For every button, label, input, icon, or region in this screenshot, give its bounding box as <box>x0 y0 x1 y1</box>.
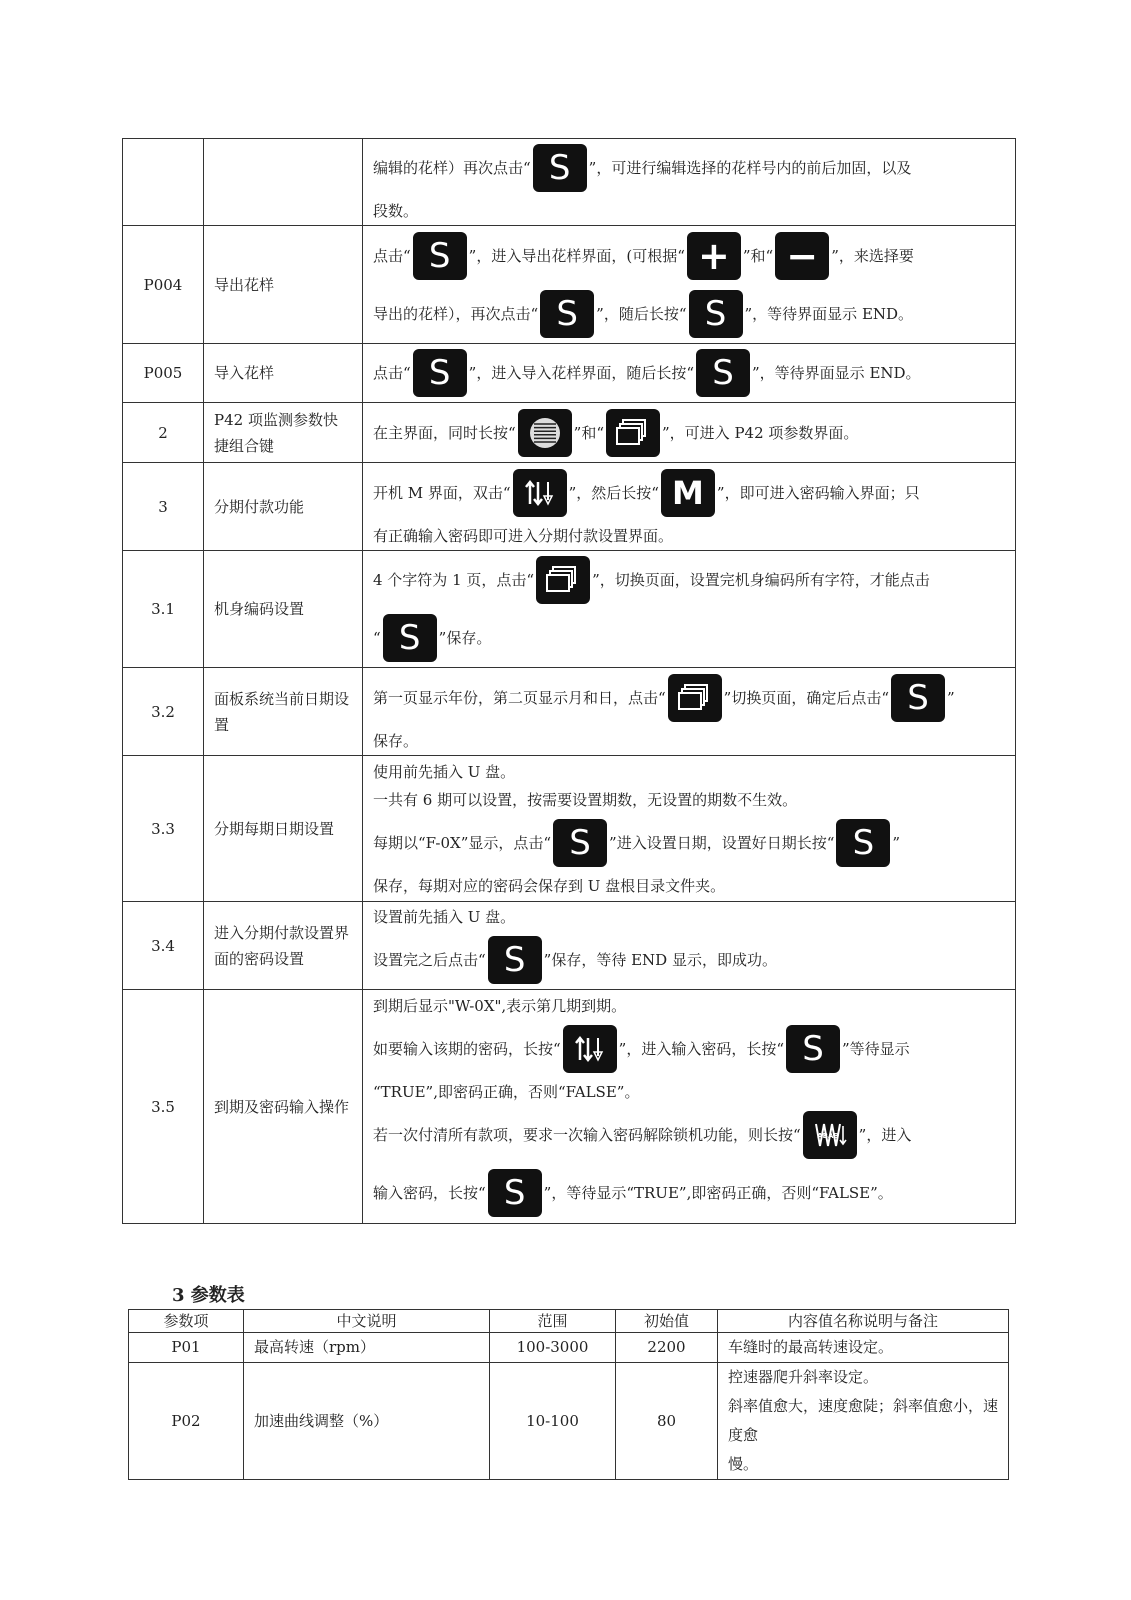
parameter-initial-value: 2200 <box>616 1333 718 1363</box>
parameter-table <box>128 1309 1009 1480</box>
operation-description <box>363 139 1016 226</box>
operation-id: 3.5 <box>123 990 204 1224</box>
abab-key-icon[interactable] <box>803 1111 857 1159</box>
operation-id: 3.2 <box>123 668 204 756</box>
description-text: ”，等待界面显示 END。 <box>752 364 921 382</box>
operation-description <box>363 756 1016 902</box>
operation-id <box>123 139 204 226</box>
operation-name: 分期付款功能 <box>204 463 363 551</box>
description-text: ”，进入导出花样界面，(可根据“ <box>468 246 685 265</box>
operation-id: P004 <box>123 226 204 344</box>
description-text: 点击“ <box>373 364 411 382</box>
operation-name: 导入花样 <box>204 344 363 403</box>
minus-key-icon-glyph: − <box>786 233 819 278</box>
parameter-column-header: 中文说明 <box>244 1310 490 1333</box>
parameter-column-header: 初始值 <box>616 1310 718 1333</box>
operation-row <box>123 403 1016 463</box>
description-text: 每期以“F-0X”显示，点击“ <box>373 833 552 852</box>
pages-key-icon[interactable] <box>606 409 660 457</box>
operation-id: 2 <box>123 403 204 463</box>
description-text: 开机 M 界面，双击“ <box>373 483 511 502</box>
description-text: ”等待显示 <box>842 1039 910 1058</box>
s-key-icon-glyph: S <box>548 148 571 188</box>
parameter-column-header: 参数项 <box>129 1310 244 1333</box>
needle-updown-key-icon[interactable] <box>513 469 567 517</box>
description-text: 在主界面，同时长按“ <box>373 423 516 442</box>
description-text: ”，切换页面，设置完机身编码所有字符，才能点击 <box>592 571 930 589</box>
operation-name: 分期每期日期设置 <box>204 756 363 902</box>
s-key-icon-glyph: S <box>802 1028 824 1069</box>
description-text: 导出的花样），再次点击“ <box>373 304 539 323</box>
operation-id: 3 <box>123 463 204 551</box>
description-text: 输入密码，长按“ <box>373 1183 486 1202</box>
parameter-column-header: 内容值名称说明与备注 <box>718 1310 1009 1333</box>
operation-row <box>123 139 1016 226</box>
s-key-icon[interactable] <box>891 674 945 722</box>
description-line <box>373 1020 1005 1078</box>
operation-row <box>123 551 1016 668</box>
operation-description <box>363 226 1016 344</box>
s-key-icon-glyph: S <box>428 353 451 393</box>
description-line <box>373 786 1005 814</box>
parameter-range: 100-3000 <box>490 1333 616 1363</box>
operation-id: P005 <box>123 344 204 403</box>
s-key-icon[interactable] <box>553 819 607 867</box>
needle-updown-key-icon[interactable] <box>563 1025 617 1073</box>
s-key-icon[interactable] <box>413 232 467 280</box>
operation-description <box>363 990 1016 1224</box>
description-line <box>373 931 1005 989</box>
description-text: 编辑的花样）再次点击“ <box>373 159 531 177</box>
parameter-remark <box>718 1363 1009 1480</box>
description-text: 点击“ <box>373 246 411 265</box>
description-text: 4 个字符为 1 页，点击“ <box>373 571 535 589</box>
description-line <box>373 992 1005 1020</box>
section-heading: 3 参数表 <box>172 1285 245 1306</box>
s-key-icon-glyph: S <box>398 618 421 658</box>
operation-name: 面板系统当前日期设置 <box>204 668 363 756</box>
description-text: ”，进入输入密码，长按“ <box>618 1039 785 1058</box>
s-key-icon[interactable] <box>488 1169 542 1217</box>
operation-description <box>363 403 1016 463</box>
operation-row <box>123 668 1016 756</box>
operation-id: 3.1 <box>123 551 204 668</box>
s-key-icon[interactable] <box>540 290 594 338</box>
abab-label: ABAB <box>816 1131 839 1140</box>
remark-line: 斜率值愈大，速度愈陡；斜率值愈小，速度愈 <box>728 1397 999 1444</box>
s-key-icon[interactable] <box>786 1025 840 1073</box>
description-line <box>373 1164 1005 1222</box>
description-text: ”和“ <box>742 246 774 265</box>
s-key-icon-glyph: S <box>428 235 451 276</box>
operation-name <box>204 139 363 226</box>
description-text: 如要输入该期的密码，长按“ <box>373 1039 561 1058</box>
operation-name: P42 项监测参数快捷组合键 <box>204 403 363 463</box>
operation-description <box>363 902 1016 990</box>
parameter-initial-value: 80 <box>616 1363 718 1480</box>
plus-key-icon-glyph: + <box>697 233 730 278</box>
description-line <box>373 344 1005 402</box>
operation-description <box>363 551 1016 668</box>
description-text: 一共有 6 期可以设置，按需要设置期数，无设置的期数不生效。 <box>373 790 798 809</box>
description-text: 第一页显示年份，第二页显示月和日，点击“ <box>373 688 666 707</box>
description-text: ”，可进行编辑选择的花样号内的前后加固，以及 <box>588 159 912 177</box>
operation-row <box>123 902 1016 990</box>
operation-description <box>363 344 1016 403</box>
description-line <box>373 1106 1005 1164</box>
s-key-icon[interactable] <box>689 290 743 338</box>
operation-row <box>123 990 1016 1224</box>
parameter-row <box>129 1363 1009 1480</box>
description-line <box>373 609 1005 667</box>
s-key-icon-glyph: S <box>503 939 526 980</box>
bobbin-key-icon[interactable] <box>518 409 572 457</box>
description-line <box>373 464 1005 522</box>
description-text: ”切换页面，确定后点击“ <box>723 688 890 707</box>
m-key-icon-glyph: M <box>672 473 704 512</box>
description-text: ”，然后长按“ <box>568 483 659 502</box>
s-key-icon-glyph: S <box>556 293 578 334</box>
operation-name: 进入分期付款设置界面的密码设置 <box>204 902 363 990</box>
s-key-icon-glyph: S <box>907 677 929 718</box>
description-text: 保存，每期对应的密码会保存到 U 盘根目录文件夹。 <box>373 876 726 895</box>
description-text: “ <box>373 629 381 647</box>
description-text: ”，进入导入花样界面，随后长按“ <box>468 364 695 382</box>
parameter-table-header <box>129 1310 1009 1333</box>
parameter-range: 10-100 <box>490 1363 616 1480</box>
description-text: 段数。 <box>373 202 419 220</box>
description-text: ”，即可进入密码输入界面；只 <box>716 483 920 502</box>
description-text: 到期后显示"W-0X",表示第几期到期。 <box>373 996 627 1015</box>
pages-key-icon[interactable] <box>536 556 590 604</box>
operation-description <box>363 668 1016 756</box>
description-text: 使用前先插入 U 盘。 <box>373 762 516 781</box>
s-key-icon-glyph: S <box>569 822 591 863</box>
description-line <box>373 903 1005 931</box>
m-key-icon[interactable] <box>661 469 715 517</box>
description-line <box>373 727 1005 755</box>
plus-key-icon[interactable] <box>687 232 741 280</box>
operation-table <box>122 138 1016 1224</box>
description-text: ”，等待显示“TRUE”,即密码正确，否则“FALSE”。 <box>543 1183 893 1202</box>
description-line <box>373 669 1005 727</box>
s-key-icon[interactable] <box>533 144 587 192</box>
minus-key-icon[interactable] <box>775 232 829 280</box>
description-line <box>373 522 1005 550</box>
description-text: ” <box>947 688 955 707</box>
operation-name: 到期及密码输入操作 <box>204 990 363 1224</box>
s-key-icon[interactable] <box>413 349 467 397</box>
description-line <box>373 285 1005 343</box>
description-text: 保存。 <box>373 731 419 750</box>
remark-line: 控速器爬升斜率设定。 <box>728 1368 879 1386</box>
operation-row <box>123 226 1016 344</box>
parameter-row <box>129 1333 1009 1363</box>
operation-description <box>363 463 1016 551</box>
s-key-icon[interactable] <box>488 936 542 984</box>
s-key-icon-glyph: S <box>704 293 727 334</box>
s-key-icon-glyph: S <box>852 822 875 863</box>
description-line <box>373 227 1005 285</box>
operation-name: 机身编码设置 <box>204 551 363 668</box>
description-line <box>373 814 1005 872</box>
description-text: 设置完之后点击“ <box>373 950 486 969</box>
description-text: ”，随后长按“ <box>596 304 687 323</box>
description-text: ”和“ <box>573 423 605 442</box>
description-text: “TRUE”,即密码正确，否则“FALSE”。 <box>373 1082 640 1101</box>
parameter-description: 最高转速（rpm） <box>244 1333 490 1363</box>
s-key-icon[interactable] <box>836 819 890 867</box>
parameter-id: P01 <box>129 1333 244 1363</box>
s-key-icon-glyph: S <box>712 353 734 393</box>
parameter-id: P02 <box>129 1363 244 1480</box>
operation-row <box>123 756 1016 902</box>
description-text: 有正确输入密码即可进入分期付款设置界面。 <box>373 526 674 545</box>
description-line <box>373 551 1005 609</box>
description-text: 设置前先插入 U 盘。 <box>373 907 516 926</box>
parameter-column-header: 范围 <box>490 1310 616 1333</box>
description-line <box>373 758 1005 786</box>
description-line <box>373 1078 1005 1106</box>
operation-row <box>123 463 1016 551</box>
description-text: ”保存。 <box>438 629 492 647</box>
remark-line: 车缝时的最高转速设定。 <box>728 1338 894 1356</box>
description-line <box>373 404 1005 462</box>
parameter-description: 加速曲线调整（%） <box>244 1363 490 1480</box>
operation-id: 3.3 <box>123 756 204 902</box>
operation-id: 3.4 <box>123 902 204 990</box>
description-text: ”，等待界面显示 END。 <box>744 304 914 323</box>
description-text: 若一次付清所有款项，要求一次输入密码解除锁机功能，则长按“ <box>373 1125 801 1144</box>
description-line <box>373 872 1005 900</box>
s-key-icon[interactable] <box>383 614 437 662</box>
s-key-icon[interactable] <box>696 349 750 397</box>
description-text: ”保存，等待 END 显示，即成功。 <box>543 950 777 969</box>
s-key-icon-glyph: S <box>503 1172 526 1213</box>
operation-row <box>123 344 1016 403</box>
description-text: ” <box>892 833 901 852</box>
description-line <box>373 197 1005 225</box>
parameter-remark <box>718 1333 1009 1363</box>
description-text: ”，来选择要 <box>831 246 914 265</box>
description-text: ”进入设置日期，设置好日期长按“ <box>609 833 835 852</box>
remark-line: 慢。 <box>728 1455 759 1473</box>
description-text: ”，进入 <box>858 1125 912 1144</box>
pages-key-icon[interactable] <box>668 674 722 722</box>
description-line <box>373 139 1005 197</box>
description-text: ”，可进入 P42 项参数界面。 <box>662 423 859 442</box>
operation-name: 导出花样 <box>204 226 363 344</box>
